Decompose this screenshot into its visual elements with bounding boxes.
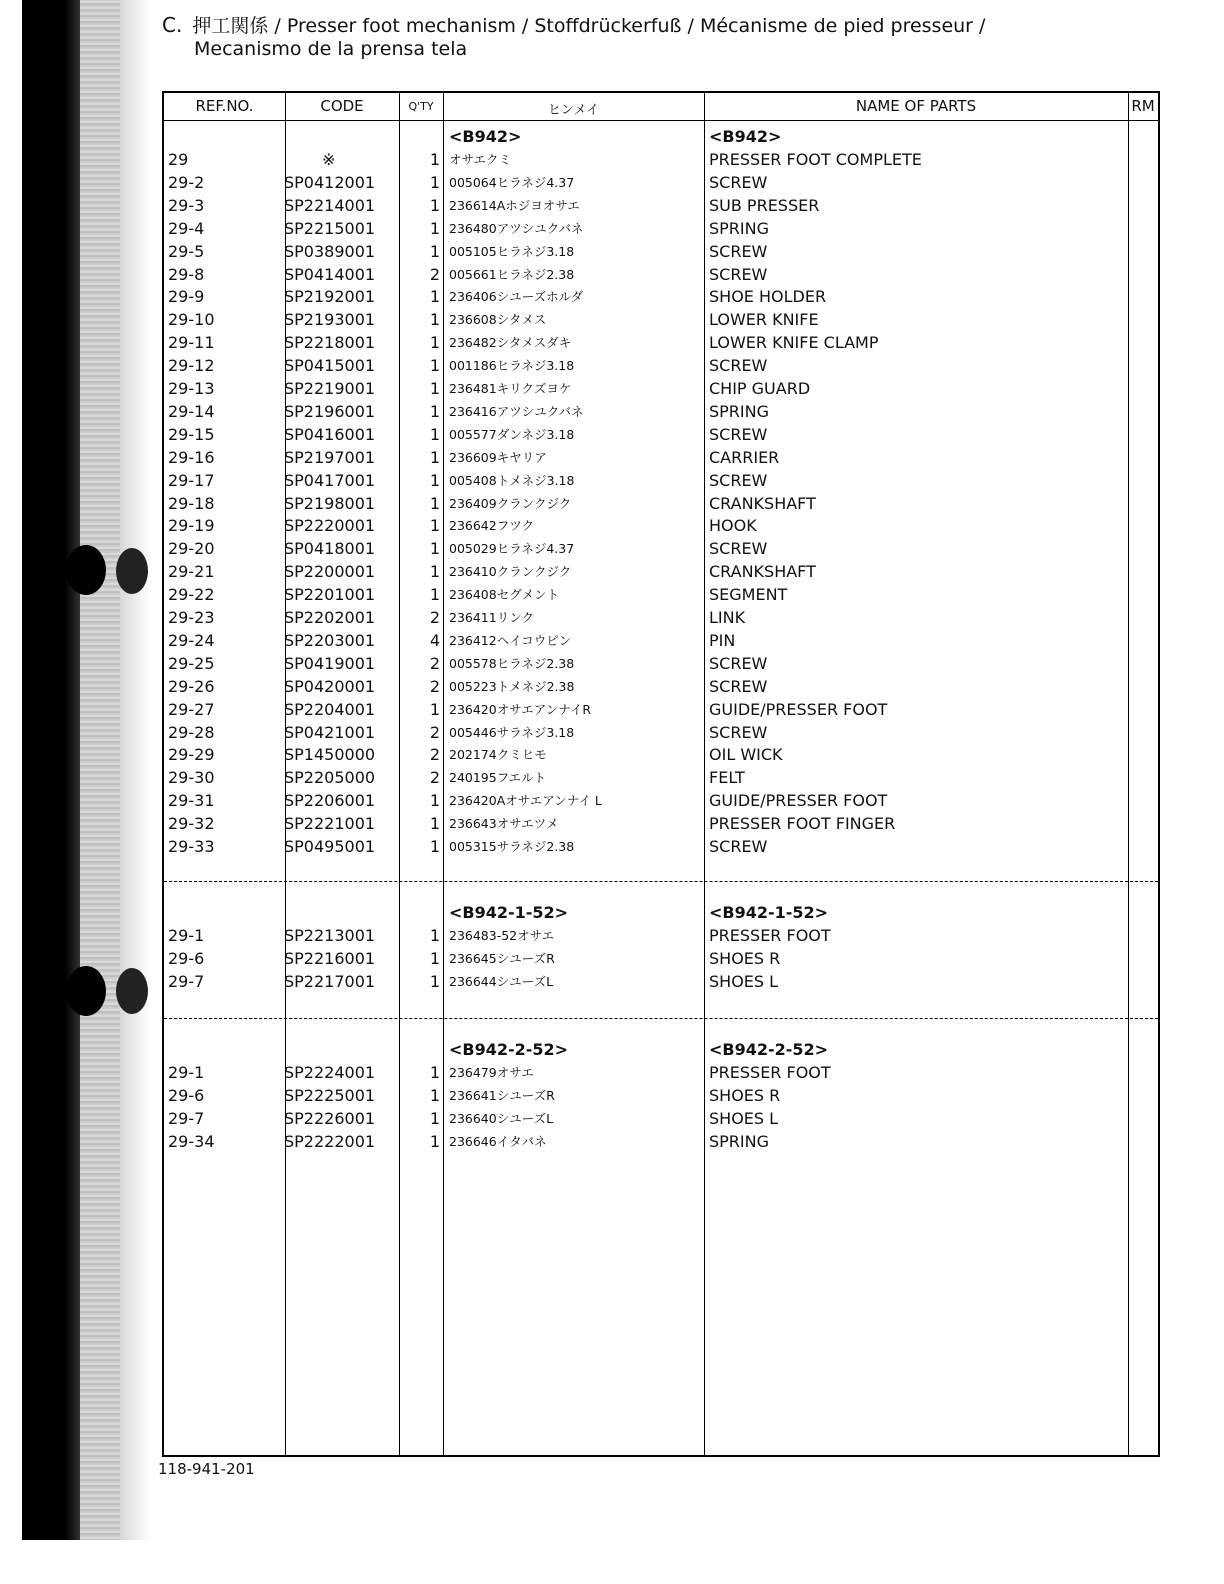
cell-hinmei: 236420Aオサエアンナイ L [449,793,602,809]
cell-hinmei: 236409クランクジク [449,495,572,511]
table-row [164,560,1158,583]
cell-name: SCREW [709,722,768,742]
cell-code: SP0419001 [284,653,376,673]
cell-hinmei: 236641シユーズR [449,1087,555,1103]
cell-ref: 29-32 [168,814,215,834]
cell-qty: 2 [429,264,440,284]
header-ref: REF.NO. [195,97,254,115]
parts-table [162,91,1160,1457]
cell-hinmei: 005223トメネジ2.38 [449,678,575,694]
cell-code: SP2193001 [284,310,376,330]
cell-hinmei: 005578ヒラネジ2.38 [449,655,575,671]
group-label: <B942> [449,127,522,146]
cell-hinmei: オサエクミ [449,152,512,167]
cell-code: SP2192001 [284,287,376,307]
cell-hinmei: 005064ヒラネジ4.37 [449,174,575,190]
header-code: CODE [320,97,364,115]
cell-qty: 1 [429,241,440,261]
cell-name: SPRING [709,218,770,238]
cell-ref: 29-26 [168,676,215,696]
table-row [164,194,1158,217]
cell-name: SCREW [709,676,768,696]
cell-hinmei: 005105ヒラネジ3.18 [449,243,575,259]
table-row [164,423,1158,446]
cell-code: SP0421001 [284,722,376,742]
cell-ref: 29-17 [168,470,215,490]
cell-name: SCREW [709,653,768,673]
cell-qty: 1 [429,470,440,490]
cell-qty: 1 [429,1063,440,1082]
cell-ref: 29-2 [168,172,205,192]
cell-code: SP2206001 [284,791,376,811]
cell-ref: 29-1 [168,1063,205,1082]
table-row [164,285,1158,308]
cell-code: SP0418001 [284,539,376,559]
cell-hinmei: 236411リンク [449,610,534,625]
cell-ref: 29-27 [168,699,215,719]
cell-code: SP2197001 [284,447,376,467]
group-header-row [164,1038,1158,1061]
cell-code: SP2215001 [284,218,376,238]
cell-code: SP0414001 [284,264,376,284]
cell-name: SHOES R [709,1085,781,1105]
table-row [164,789,1158,812]
table-row [164,514,1158,537]
cell-ref: 29-20 [168,539,215,559]
group-separator [164,1018,1158,1019]
group-label: <B942-1-52> [449,903,569,922]
cell-qty: 4 [429,630,440,650]
cell-code: SP2198001 [284,493,376,513]
table-row [164,766,1158,789]
cell-hinmei: 005446サラネジ3.18 [449,724,575,740]
cell-name: GUIDE/PRESSER FOOT [709,699,888,719]
cell-qty: 1 [429,310,440,330]
cell-ref: 29-6 [168,948,205,968]
cell-code: SP2196001 [284,401,376,421]
cell-name: OIL WICK [709,745,783,765]
table-row [164,835,1158,858]
table-row [164,171,1158,194]
cell-hinmei: 236646イタバネ [449,1133,547,1149]
punch-hole [66,966,106,1016]
cell-hinmei: 005661ヒラネジ2.38 [449,266,575,282]
cell-name: LINK [709,608,746,627]
punch-hole [116,968,148,1014]
cell-name: SCREW [709,470,768,490]
section-title-line2: Mecanismo de la prensa tela [194,38,468,60]
cell-name: SCREW [709,837,768,856]
cell-ref: 29-4 [168,218,205,238]
cell-name: SCREW [709,241,768,261]
cell-ref: 29-29 [168,745,215,765]
header-qty: Q'TY [408,100,434,113]
group-header-row [164,125,1158,148]
cell-hinmei: 236614Aホジヨオサエ [449,197,580,213]
punch-hole [116,548,148,594]
cell-name: PRESSER FOOT [709,926,831,945]
table-row [164,675,1158,698]
table-row [164,446,1158,469]
cell-hinmei: 236642フツク [449,518,535,534]
cell-hinmei: 236420オサエアンナイR [449,701,592,717]
cell-qty: 1 [429,516,440,536]
cell-qty: 2 [429,676,440,696]
cell-qty: 1 [429,172,440,192]
cell-hinmei: 236483-52オサエ [449,928,555,943]
cell-name: SCREW [709,424,768,444]
cell-code: SP2202001 [284,608,376,627]
table-row [164,377,1158,400]
cell-qty: 1 [429,926,440,945]
cell-code: SP2200001 [284,562,376,582]
cell-ref: 29-10 [168,310,215,330]
group-label: <B942-2-52> [449,1040,569,1059]
table-row [164,629,1158,652]
cell-qty: 1 [429,195,440,215]
cell-code: SP2224001 [284,1063,376,1082]
cell-qty: 1 [429,791,440,811]
cell-qty: 2 [429,653,440,673]
cell-hinmei: 236481キリクズヨケ [449,381,572,396]
cell-qty: 1 [429,401,440,421]
table-row [164,263,1158,286]
cell-name: PRESSER FOOT [709,1063,831,1082]
group-header-row [164,901,1158,924]
cell-hinmei: 236482シタメスダキ [449,335,572,351]
cell-hinmei: 202174クミヒモ [449,747,547,763]
cell-name: LOWER KNIFE [709,310,819,330]
group-name-label: <B942-2-52> [709,1040,829,1059]
cell-ref: 29 [168,150,189,169]
page-number: 118-941-201 [158,1460,255,1478]
cell-code: SP0412001 [284,172,376,192]
group-name-label: <B942-1-52> [709,903,829,922]
cell-code: SP0495001 [284,837,376,856]
cell-ref: 29-8 [168,264,205,284]
cell-code: SP2220001 [284,516,376,536]
cell-qty: 1 [429,333,440,353]
cell-name: SHOES R [709,948,781,968]
cell-qty: 2 [429,768,440,788]
cell-ref: 29-12 [168,356,215,376]
cell-hinmei: 236480アツシユクバネ [449,220,584,236]
cell-code: SP2218001 [284,333,376,353]
cell-qty: 1 [429,837,440,856]
table-row [164,924,1158,947]
cell-ref: 29-6 [168,1085,205,1105]
cell-ref: 29-28 [168,722,215,742]
cell-code: SP0416001 [284,424,376,444]
cell-ref: 29-33 [168,837,215,856]
cell-qty: 1 [429,1085,440,1105]
cell-name: SHOES L [709,1108,779,1128]
cell-hinmei: 236408セグメント [449,587,560,603]
cell-ref: 29-14 [168,401,215,421]
table-row [164,606,1158,629]
cell-code: SP2219001 [284,379,376,398]
cell-qty: 1 [429,585,440,605]
cell-ref: 29-18 [168,493,215,513]
table-row [164,1061,1158,1084]
table-row [164,721,1158,744]
table-row [164,400,1158,423]
header-hinmei: ヒンメイ [547,103,600,118]
cell-hinmei: 236645シユーズR [449,950,555,966]
table-row [164,698,1158,721]
cell-ref: 29-7 [168,971,205,991]
group-name-label: <B942> [709,127,782,146]
table-row [164,240,1158,263]
cell-name: CRANKSHAFT [709,562,816,582]
cell-ref: 29-15 [168,424,215,444]
cell-name: CARRIER [709,447,780,467]
cell-ref: 29-1 [168,926,205,945]
cell-qty: 1 [429,971,440,991]
cell-name: SUB PRESSER [709,195,820,215]
cell-code: SP2217001 [284,971,376,991]
cell-qty: 1 [429,948,440,968]
binder-edge [22,0,80,1540]
cell-name: SPRING [709,401,770,421]
cell-code: SP2225001 [284,1085,376,1105]
cell-hinmei: 236410クランクジク [449,564,572,580]
cell-qty: 1 [429,1131,440,1151]
cell-hinmei: 005315サラネジ2.38 [449,839,575,854]
cell-code: SP2216001 [284,948,376,968]
cell-code: ※ [322,150,336,169]
cell-name: SHOE HOLDER [709,287,827,307]
cell-qty: 1 [429,379,440,398]
cell-qty: 1 [429,424,440,444]
cell-qty: 1 [429,356,440,376]
group-separator [164,881,1158,882]
cell-name: SCREW [709,172,768,192]
cell-qty: 1 [429,287,440,307]
cell-hinmei: 236479オサエ [449,1065,534,1080]
cell-ref: 29-11 [168,333,215,353]
table-row [164,148,1158,171]
table-row [164,583,1158,606]
cell-ref: 29-13 [168,379,215,398]
cell-qty: 1 [429,1108,440,1128]
header-rm: RM [1131,97,1155,115]
section-title [162,14,1182,61]
cell-name: LOWER KNIFE CLAMP [709,333,879,353]
table-row [164,469,1158,492]
cell-name: SHOES L [709,971,779,991]
cell-code: SP2203001 [284,630,376,650]
cell-ref: 29-31 [168,791,215,811]
cell-code: SP2222001 [284,1131,376,1151]
cell-hinmei: 236640シユーズL [449,1110,554,1126]
cell-name: CRANKSHAFT [709,493,816,513]
cell-name: SEGMENT [709,585,788,605]
cell-qty: 1 [429,562,440,582]
cell-name: SPRING [709,1131,770,1151]
table-row [164,743,1158,766]
cell-qty: 1 [429,699,440,719]
cell-ref: 29-25 [168,653,215,673]
cell-hinmei: 236643オサエツメ [449,816,559,832]
binder-shadow-light [120,0,150,1540]
cell-qty: 2 [429,722,440,742]
cell-qty: 2 [429,745,440,765]
cell-ref: 29-19 [168,516,215,536]
cell-ref: 29-3 [168,195,205,215]
cell-ref: 29-34 [168,1131,215,1151]
cell-name: FELT [709,768,745,788]
cell-code: SP0389001 [284,241,376,261]
table-row [164,537,1158,560]
cell-ref: 29-21 [168,562,215,582]
table-row [164,652,1158,675]
cell-hinmei: 236609キヤリア [449,449,547,465]
cell-hinmei: 005577ダンネジ3.18 [449,426,575,442]
table-row [164,1084,1158,1107]
cell-ref: 29-22 [168,585,215,605]
cell-hinmei: 001186ヒラネジ3.18 [449,358,575,374]
cell-hinmei: 236608シタメス [449,312,547,328]
cell-name: GUIDE/PRESSER FOOT [709,791,888,811]
table-row [164,812,1158,835]
cell-name: PIN [709,630,736,650]
table-row [164,492,1158,515]
cell-ref: 29-16 [168,447,215,467]
cell-qty: 1 [429,814,440,834]
cell-name: SCREW [709,264,768,284]
cell-code: SP1450000 [284,745,376,765]
cell-qty: 1 [429,218,440,238]
section-letter: C. [162,13,183,37]
cell-qty: 2 [429,608,440,627]
cell-qty: 1 [429,150,440,169]
header-divider [164,120,1158,121]
cell-code: SP0420001 [284,676,376,696]
table-row [164,308,1158,331]
cell-code: SP2201001 [284,585,376,605]
table-row [164,217,1158,240]
table-row [164,331,1158,354]
cell-ref: 29-7 [168,1108,205,1128]
cell-code: SP2221001 [284,814,376,834]
binder-shadow [80,0,120,1540]
cell-hinmei: 236644シユーズL [449,973,554,989]
cell-ref: 29-5 [168,241,205,261]
table-row [164,947,1158,970]
cell-ref: 29-9 [168,287,205,307]
cell-name: CHIP GUARD [709,379,811,398]
table-row [164,1130,1158,1153]
cell-ref: 29-30 [168,768,215,788]
cell-name: PRESSER FOOT FINGER [709,814,896,834]
cell-code: SP2205000 [284,768,376,788]
cell-name: SCREW [709,539,768,559]
header-name: NAME OF PARTS [855,97,977,115]
cell-name: PRESSER FOOT COMPLETE [709,150,922,169]
cell-name: HOOK [709,516,757,536]
table-row [164,1107,1158,1130]
cell-qty: 1 [429,539,440,559]
cell-code: SP2226001 [284,1108,376,1128]
cell-hinmei: 236416アツシユクバネ [449,403,584,419]
punch-hole [66,545,106,595]
cell-ref: 29-23 [168,608,215,627]
cell-hinmei: 005029ヒラネジ4.37 [449,541,575,557]
cell-qty: 1 [429,493,440,513]
cell-hinmei: 240195フエルト [449,770,547,786]
cell-code: SP0415001 [284,356,376,376]
cell-hinmei: 005408トメネジ3.18 [449,472,575,488]
cell-code: SP0417001 [284,470,376,490]
table-row [164,970,1158,993]
cell-name: SCREW [709,356,768,376]
cell-hinmei: 236412ヘイコウピン [449,632,572,648]
table-row [164,354,1158,377]
cell-ref: 29-24 [168,630,215,650]
cell-qty: 1 [429,447,440,467]
cell-hinmei: 236406シユーズホルダ [449,289,584,305]
cell-code: SP2204001 [284,699,376,719]
cell-code: SP2213001 [284,926,376,945]
cell-code: SP2214001 [284,195,376,215]
section-title-line1: 押工関係 / Presser foot mechanism / Stoffdrückerfuß / Mécanisme de pied presseur / [192,15,986,37]
